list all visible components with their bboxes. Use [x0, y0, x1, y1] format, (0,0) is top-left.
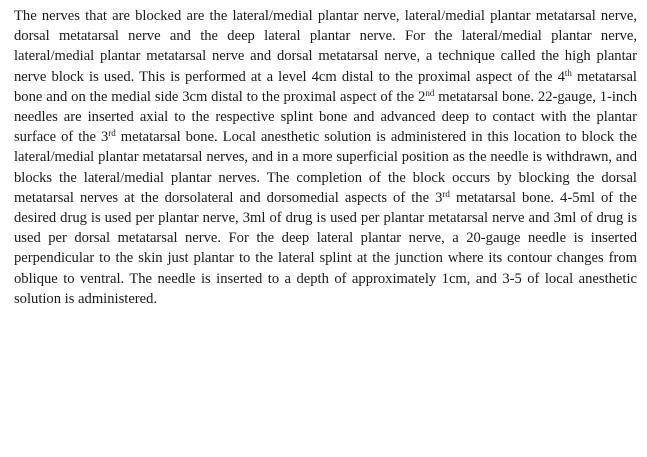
text-segment-2: metatarsal bone and on the medial side 3cm distal to the proximal aspect of the 2 [14, 68, 637, 105]
ordinal-suffix-2nd: nd [425, 87, 435, 98]
body-paragraph [14, 6, 637, 309]
text-segment-3: metatarsal bone. 22-gauge, 1-inch needles are inserted axial to the respective splint bone and advanced deep to contact with the plantar surface of the 3 [14, 88, 637, 146]
text-segment-4: metatarsal bone. Local anesthetic solution is administered in this location to block the lateral/medial plantar metatarsal nerves, and in a more superficial position as the needle is withdrawn, and blocks the lateral/medial plantar nerves. The completion of the block occurs by blocking the dorsal metatarsal nerves at the dorsolateral and dorsomedial aspects of the 3 [14, 129, 638, 206]
ordinal-suffix-3rd-second: rd [442, 188, 450, 199]
ordinal-suffix-3rd-first: rd [108, 128, 116, 139]
text-segment-5: metatarsal bone. 4-5ml of the desired drug is used per plantar nerve, 3ml of drug is used per plantar metatarsal nerve and 3ml of drug is used per dorsal metatarsal nerve. For the deep lateral plantar nerve, a 20-gauge needle is inserted perpendicular to the skin just plantar to the lateral splint at the junction where its contour changes from oblique to ventral. The needle is inserted to a depth of approximately 1cm, and 3-5 of local anesthetic solution is administered. [14, 189, 637, 307]
text-segment-1: The nerves that are blocked are the lateral/medial plantar nerve, lateral/medial plantar metatarsal nerve, dorsal metatarsal nerve and the deep lateral plantar nerve. For the lateral/medial plantar nerve, lateral/medial plantar metatarsal nerve and dorsal metatarsal nerve, a technique called the high plantar nerve block is used. This is performed at a level 4cm distal to the proximal aspect of the 4 [14, 8, 637, 85]
ordinal-suffix-4th: th [564, 67, 572, 78]
